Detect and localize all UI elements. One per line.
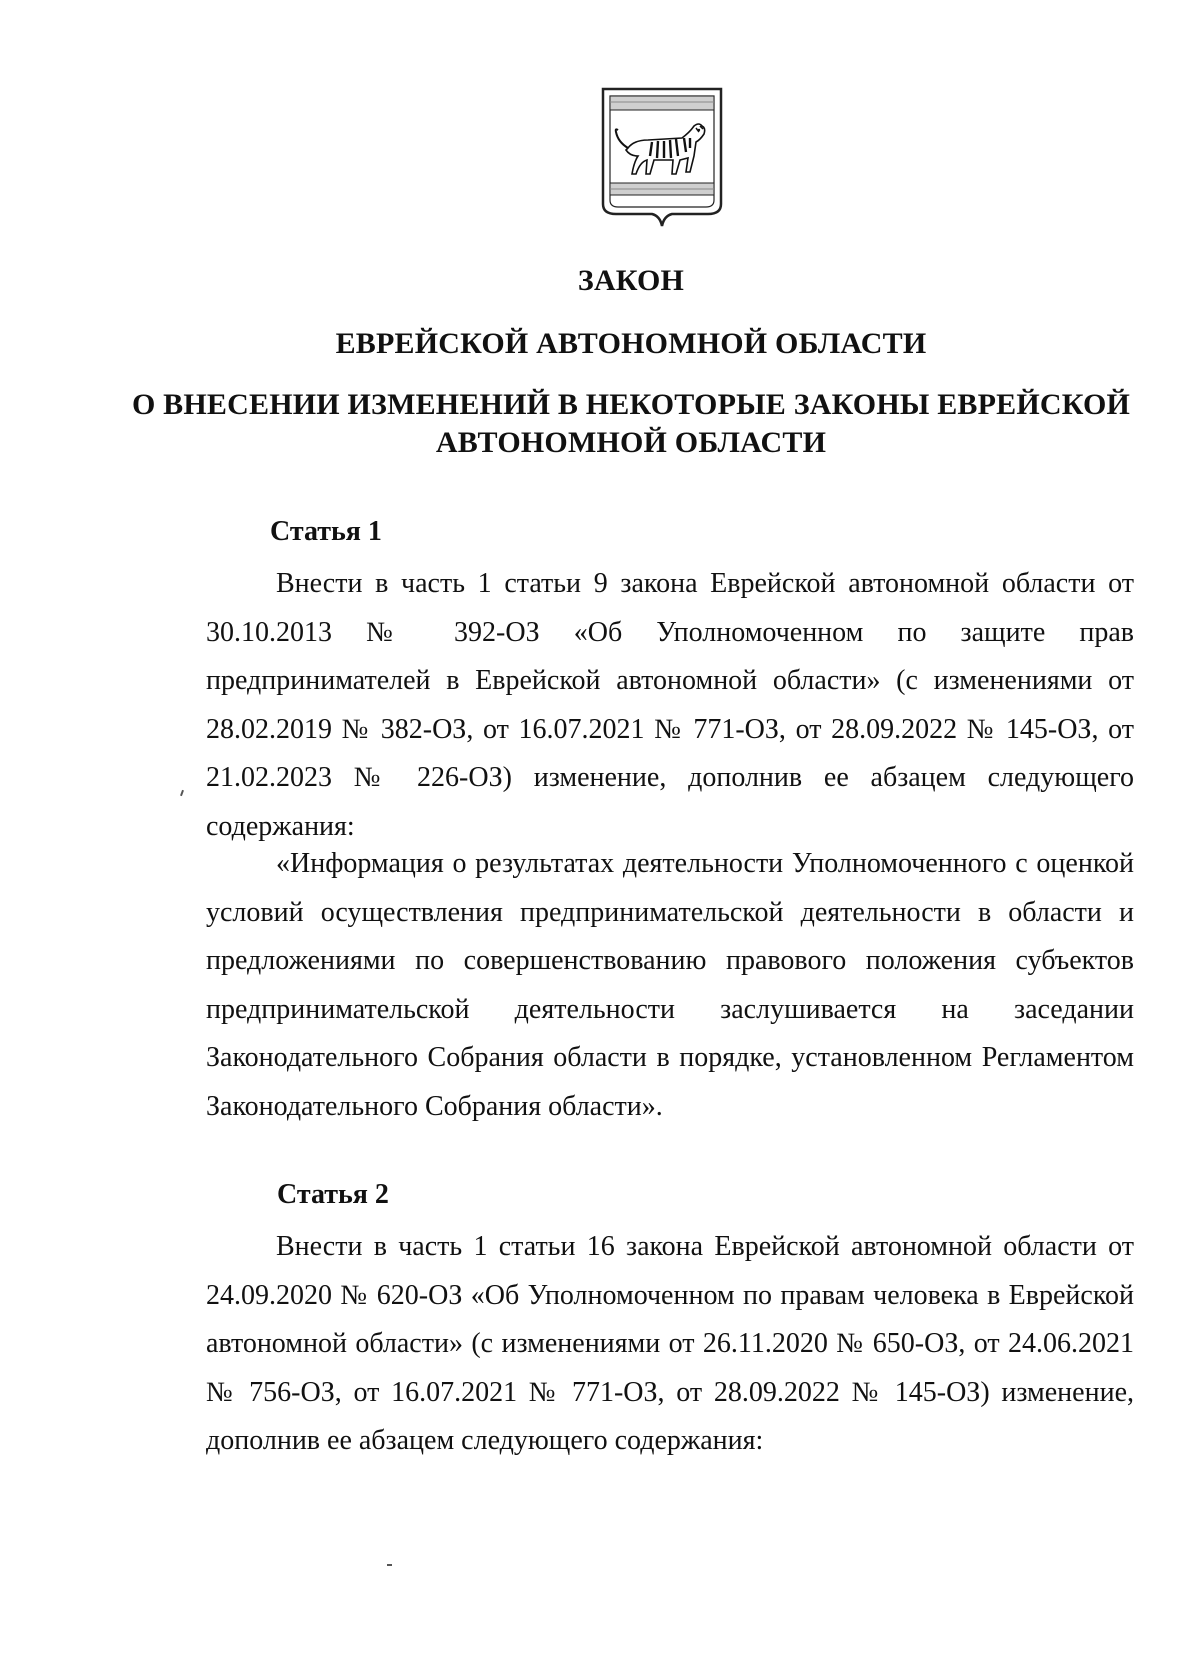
region-title: ЕВРЕЙСКОЙ АВТОНОМНОЙ ОБЛАСТИ xyxy=(335,327,927,360)
article-2-paragraph: Внести в часть 1 статьи 16 закона Еврейской автономной области от 24.09.2020 № 620-ОЗ «Об Уполномоченном по правам человека в Еврейской автономной области» (с изменениями от 26.11.2020 № 650-ОЗ, от 24.06.2021 № 756-ОЗ, от 16.07.2021 № 771-ОЗ, от 28.09.2022 № 145-ОЗ) изменение, дополнив ее абзацем следующего содержания: xyxy=(206,1231,1134,1456)
article-1-quote: «Информация о результатах деятельности Уполномоченного с оценкой условий осуществления предпринимательской деятельности в области и предложениями по совершенствованию правового положения субъектов предпринимательской деятельности заслушивается на заседании Законодательного Собрания области в порядке, установленном Регламентом Законодательного Собрания области». xyxy=(206,848,1134,1122)
law-subject-title: О ВНЕСЕНИИ ИЗМЕНЕНИЙ В НЕКОТОРЫЕ ЗАКОНЫ ЕВРЕЙСКОЙ АВТОНОМНОЙ ОБЛАСТИ xyxy=(131,388,1131,459)
article-2-heading: Статья 2 xyxy=(277,1179,389,1210)
coat-of-arms-tiger-icon xyxy=(600,86,724,232)
article-1-paragraph: Внести в часть 1 статьи 9 закона Еврейской автономной области от 30.10.2013 № 392-ОЗ «Об Уполномоченном по защите прав предпринимателей в Еврейской автономной области» (с изменениями от 28.02.2019 № 382-ОЗ, от 16.07.2021 № 771-ОЗ, от 28.09.2022 № 145-ОЗ, от 21.02.2023 № 226-ОЗ) изменение, дополнив ее абзацем следующего содержания: xyxy=(206,568,1134,842)
law-title: ЗАКОН xyxy=(577,264,685,297)
scan-speck xyxy=(180,790,184,796)
article-1-heading: Статья 1 xyxy=(270,516,382,547)
scan-speck xyxy=(387,1564,392,1566)
